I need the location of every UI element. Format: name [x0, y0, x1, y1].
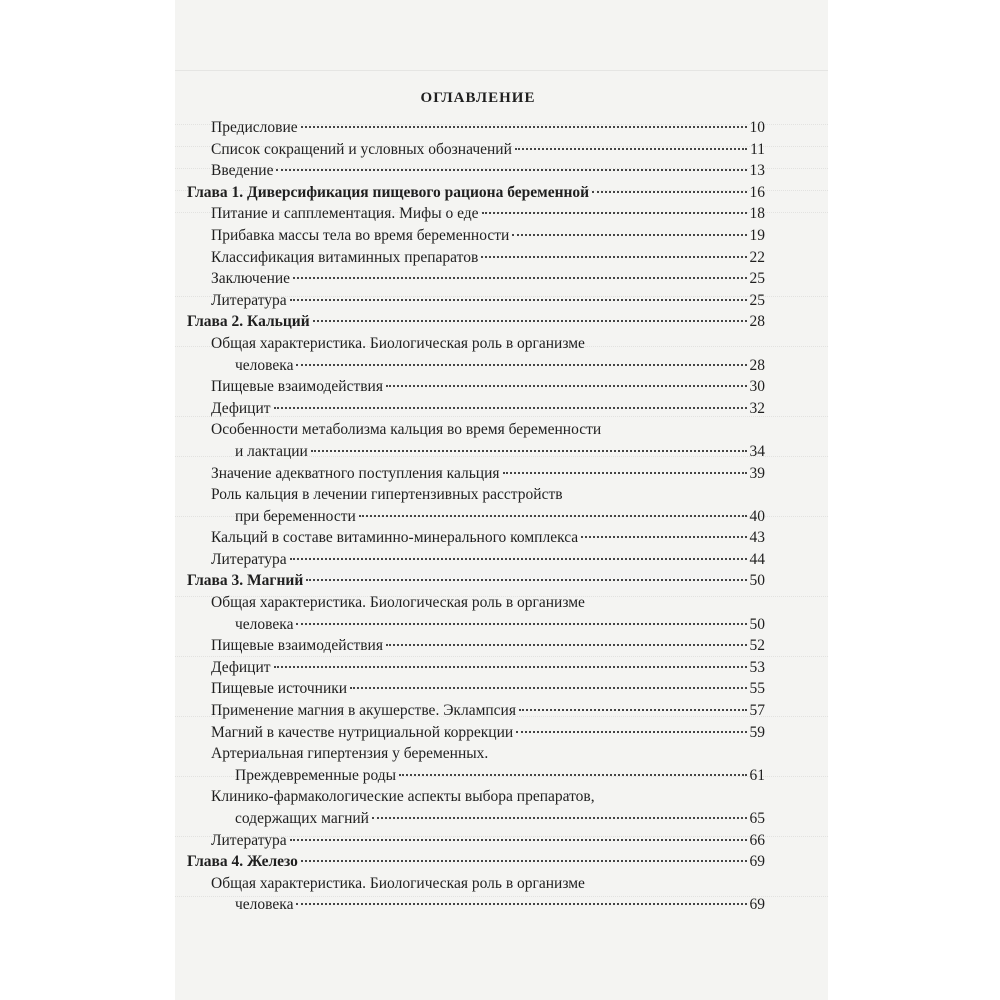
- toc-entry-title: Заключение: [211, 270, 291, 288]
- toc-entry-title: Применение магния в акушерстве. Эклампсия: [211, 702, 516, 720]
- dot-leader: [274, 407, 747, 409]
- toc-entry-title: Классификация витаминных препаратов: [211, 248, 479, 266]
- dot-leader: [276, 169, 746, 171]
- toc-entry: [187, 247, 765, 269]
- toc-entry: [187, 700, 765, 722]
- toc-chapter: [187, 570, 765, 592]
- dot-leader: [481, 256, 746, 258]
- toc-entry: [187, 657, 765, 679]
- toc-chapter: [187, 851, 765, 873]
- dot-leader: [399, 774, 746, 776]
- dot-leader: [296, 364, 746, 366]
- dot-leader: [301, 860, 747, 862]
- toc-entry-title: Пищевые источники: [211, 680, 348, 698]
- toc-entry-page: 50: [749, 615, 765, 633]
- toc-entry-page: 28: [749, 356, 765, 374]
- toc-entry: [187, 635, 765, 657]
- toc-entry-title: Глава 4. Железо: [187, 853, 298, 871]
- dot-leader: [359, 515, 747, 517]
- toc-entry: [187, 419, 765, 462]
- toc-entry-title: Значение адекватного поступления кальция: [211, 464, 500, 482]
- toc-entry-title: Предисловие: [211, 119, 298, 136]
- toc-entry-page: 61: [749, 766, 765, 784]
- dot-leader: [503, 472, 747, 474]
- book-page: [175, 0, 828, 1000]
- toc-entry-page: 43: [749, 529, 765, 547]
- toc-entry-page: 22: [749, 248, 765, 266]
- toc-entry-page: 65: [749, 810, 765, 827]
- toc-entry-page: 44: [749, 550, 765, 568]
- toc-entry-title-line1: Артериальная гипертензия у беременных.: [211, 745, 489, 763]
- toc-entry-title: Прибавка массы тела во время беременности: [211, 226, 510, 244]
- toc-entry-page: 39: [749, 464, 765, 482]
- toc-entry: [187, 678, 765, 700]
- toc-entry-page: 40: [749, 507, 765, 525]
- toc-entry: [187, 743, 765, 786]
- toc-entry: [187, 268, 765, 290]
- dot-leader: [512, 234, 746, 236]
- toc-entry: [187, 225, 765, 247]
- toc-entry-title: Литература: [211, 831, 287, 849]
- toc-entry: [187, 376, 765, 398]
- toc-entry: [187, 463, 765, 485]
- toc-entry-page: 66: [749, 831, 765, 849]
- toc-entry: [187, 117, 765, 139]
- dot-leader: [372, 817, 747, 819]
- toc-title: ОГЛАВЛЕНИЕ: [420, 90, 536, 106]
- toc-entry-page: 69: [749, 896, 765, 914]
- toc-entry-page: 13: [749, 162, 765, 180]
- dot-leader: [293, 277, 746, 279]
- toc-entry-page: 28: [749, 313, 765, 331]
- toc-entry-title: Глава 1. Диверсификация пищевого рациона беременной: [187, 183, 590, 201]
- dot-leader: [482, 212, 747, 214]
- toc-entry: [187, 290, 765, 312]
- toc-entry-title: Магний в качестве нутрициальной коррекции: [211, 723, 514, 741]
- toc-entry-page: 52: [749, 637, 765, 655]
- toc-entry: [187, 830, 765, 852]
- dot-leader: [515, 148, 747, 150]
- toc-entry-page: 25: [749, 291, 765, 309]
- toc-entry-title-line1: Общая характеристика. Биологическая роль в организме: [211, 594, 585, 612]
- dot-leader: [290, 839, 747, 841]
- toc-entry-title-line2: при беременности: [235, 507, 356, 525]
- toc-entry-title-line2: Преждевременные роды: [235, 766, 397, 784]
- toc-entry-title-line2: человека: [235, 896, 294, 914]
- dot-leader: [313, 320, 747, 322]
- dot-leader: [519, 709, 747, 711]
- dot-leader: [581, 536, 746, 538]
- toc-entry-page: 19: [749, 226, 765, 244]
- dot-leader: [290, 558, 747, 560]
- dot-leader: [306, 579, 746, 581]
- toc-entry-page: 10: [749, 119, 765, 136]
- toc-entry-page: 57: [749, 702, 765, 720]
- toc-chapter: [187, 311, 765, 333]
- dot-leader: [290, 299, 747, 301]
- toc-entry-title-line1: Клинико-фармакологические аспекты выбора препаратов,: [211, 788, 595, 806]
- toc-entry-title-line2: содержащих магний: [235, 810, 369, 827]
- toc-entry-page: 69: [749, 853, 765, 871]
- toc-entry-page: 50: [749, 572, 765, 590]
- toc-list: [187, 117, 765, 916]
- toc-entry: [187, 786, 765, 829]
- toc-entry-title-line2: и лактации: [235, 442, 308, 460]
- toc-entry: [187, 527, 765, 549]
- toc-entry-page: 11: [750, 140, 765, 158]
- toc-entry: [187, 203, 765, 225]
- toc-entry-page: 59: [749, 723, 765, 741]
- toc-entry: [187, 160, 765, 182]
- toc-entry: [187, 722, 765, 744]
- dot-leader: [350, 687, 746, 689]
- dot-leader: [386, 644, 747, 646]
- toc-chapter: [187, 182, 765, 204]
- toc-entry-title-line2: человека: [235, 356, 294, 374]
- dot-leader: [296, 623, 746, 625]
- toc-entry-page: 34: [749, 442, 765, 460]
- toc-entry: [187, 139, 765, 161]
- toc-entry-title: Список сокращений и условных обозначений: [211, 140, 512, 158]
- toc-entry-title: Глава 2. Кальций: [187, 313, 310, 331]
- toc-entry: [187, 549, 765, 571]
- toc-entry-page: 30: [749, 378, 765, 396]
- toc-entry-title: Дефицит: [211, 658, 271, 676]
- toc-entry: [187, 592, 765, 635]
- toc-entry-title: Пищевые взаимодействия: [211, 637, 383, 655]
- toc-entry: [187, 873, 765, 916]
- toc-entry-page: 18: [749, 205, 765, 223]
- toc-entry-page: 16: [749, 183, 765, 201]
- dot-leader: [274, 666, 747, 668]
- toc-entry-title: Пищевые взаимодействия: [211, 378, 383, 396]
- toc-entry-title-line1: Особенности метаболизма кальция во время беременности: [211, 421, 602, 439]
- toc-entry-title-line1: Общая характеристика. Биологическая роль в организме: [211, 334, 585, 352]
- toc-entry-page: 55: [749, 680, 765, 698]
- toc-entry-title: Литература: [211, 550, 287, 568]
- toc-entry: [187, 398, 765, 420]
- toc-entry: [187, 333, 765, 376]
- toc-entry-page: 53: [749, 658, 765, 676]
- toc-entry-title: Литература: [211, 291, 287, 309]
- dot-leader: [311, 450, 747, 452]
- toc-entry-title: Кальций в составе витаминно-минерального комплекса: [211, 529, 579, 547]
- dot-leader: [296, 903, 746, 905]
- toc-entry-title: Питание и сапплементация. Мифы о еде: [211, 205, 479, 223]
- dot-leader: [516, 731, 746, 733]
- toc-entry-title-line1: Роль кальция в лечении гипертензивных расстройств: [211, 486, 563, 504]
- toc-entry-page: 32: [749, 399, 765, 417]
- toc-entry: [187, 484, 765, 527]
- dot-leader: [301, 126, 747, 128]
- toc-entry-title-line2: человека: [235, 615, 294, 633]
- dot-leader: [592, 191, 746, 193]
- toc-entry-title: Введение: [211, 162, 274, 180]
- toc-entry-page: 25: [749, 270, 765, 288]
- dot-leader: [386, 385, 747, 387]
- toc-entry-title-line1: Общая характеристика. Биологическая роль в организме: [211, 874, 585, 892]
- toc-entry-title: Глава 3. Магний: [187, 572, 304, 590]
- table-of-contents: [187, 90, 765, 916]
- toc-entry-title: Дефицит: [211, 399, 271, 417]
